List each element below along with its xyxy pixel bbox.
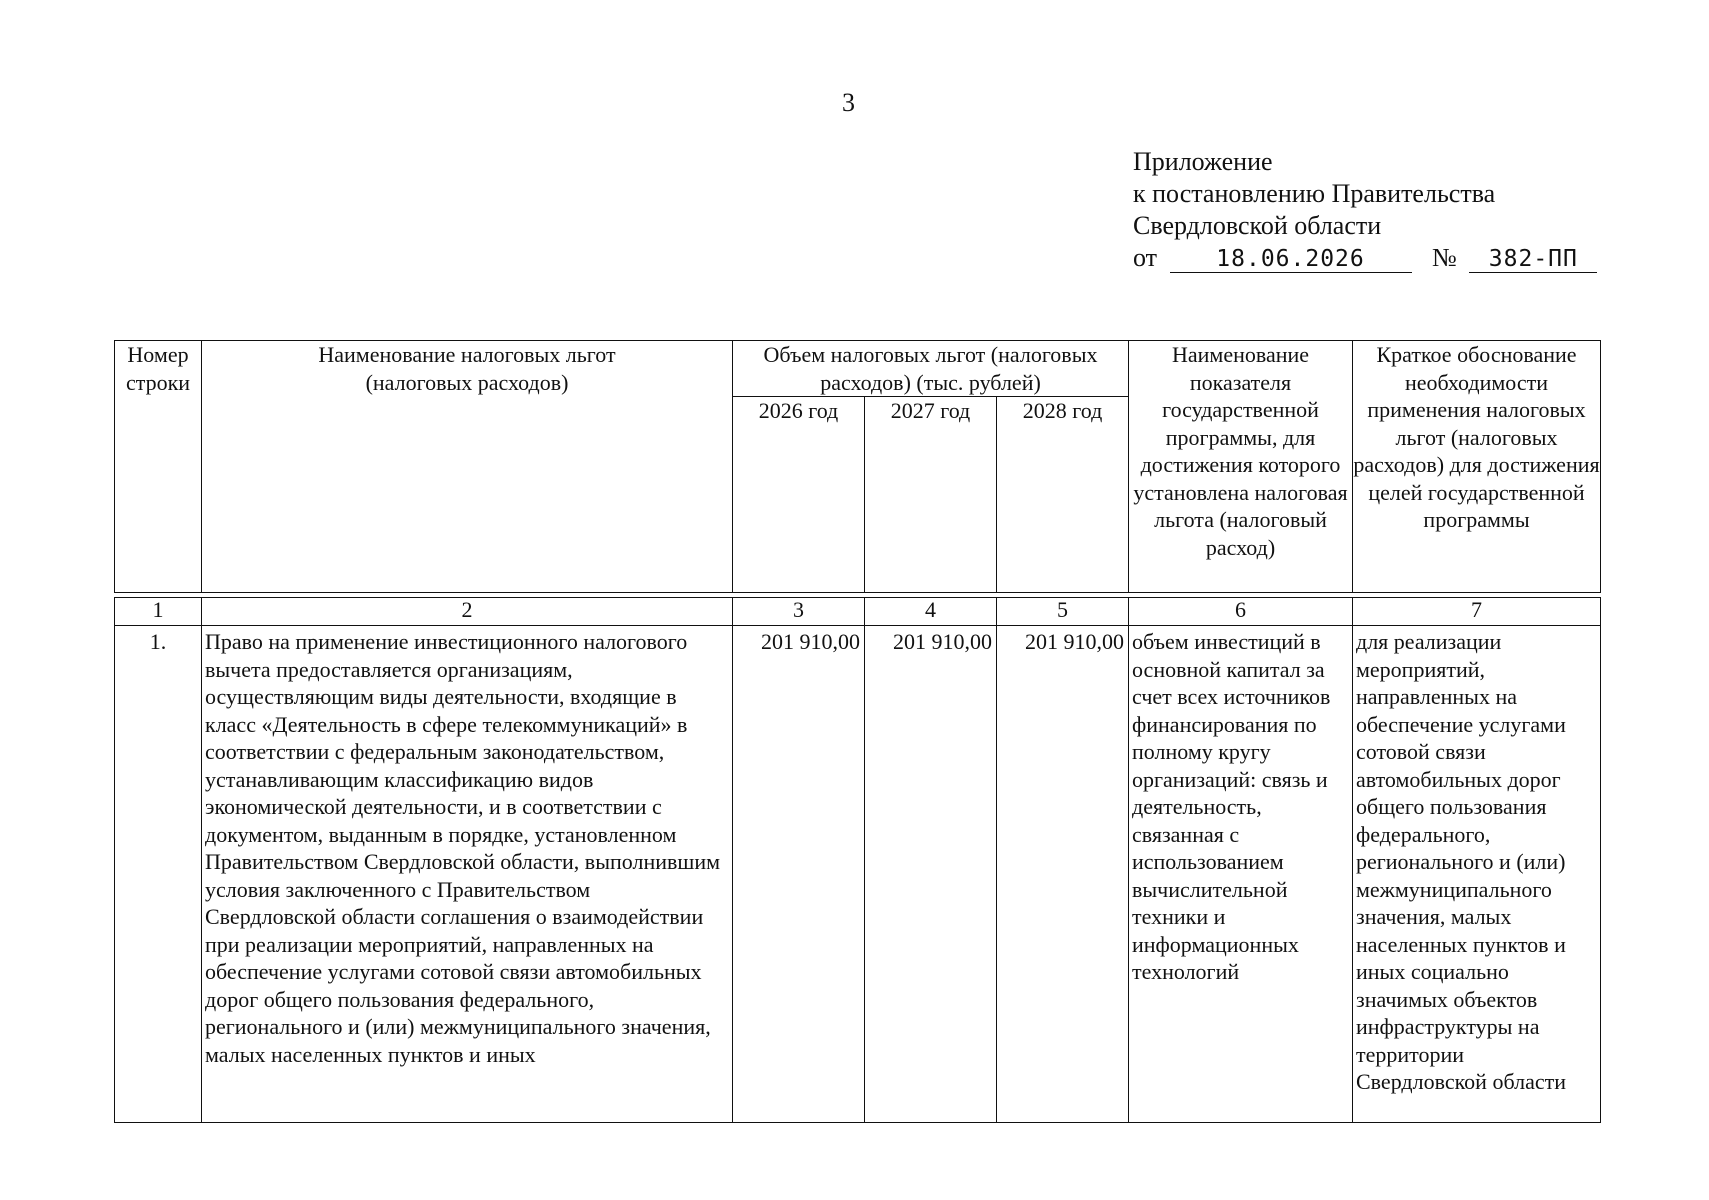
header-year-2028: 2028 год bbox=[997, 397, 1129, 593]
column-number: 4 bbox=[865, 598, 997, 626]
header-justification: Краткое обоснование необходимости применения налоговых льгот (налоговых расходов) для достижения целей государственной программы bbox=[1353, 341, 1601, 593]
table-header bbox=[114, 340, 1601, 593]
header-benefit-name: Наименование налоговых льгот (налоговых расходов) bbox=[202, 341, 733, 593]
row-number: 1. bbox=[115, 626, 202, 1123]
header-row-number: Номер строки bbox=[115, 341, 202, 593]
column-number: 3 bbox=[733, 598, 865, 626]
date-prefix: от bbox=[1133, 243, 1158, 272]
appendix-signature-line bbox=[1133, 242, 1597, 274]
column-numbers-row bbox=[115, 598, 1601, 626]
table-body bbox=[114, 597, 1601, 1123]
resolution-date: 18.06.2026 bbox=[1170, 246, 1412, 273]
appendix-line-2: к постановлению Правительства bbox=[1133, 179, 1496, 208]
page-number: 3 bbox=[842, 88, 855, 117]
header-year-2027: 2027 год bbox=[865, 397, 997, 593]
volume-2028: 201 910,00 bbox=[997, 626, 1129, 1123]
program-indicator: объем инвестиций в основной капитал за счет всех источников финансирования по полному кругу организаций: связь и деятельность, связанная с использованием вычислительной техники и информационных технологий bbox=[1129, 626, 1353, 1123]
benefit-name: Право на применение инвестиционного налогового вычета предоставляется организациям, осуществляющим виды деятельности, входящие в класс «Деятельность в сфере телекоммуникаций» в соответствии с федеральным законодательством, устанавливающим классификацию видов экономической деятельности, и в соответствии с документом, выданным в порядке, установленном Правительством Свердловской области, выполнившим условия заключенного с Правительством Свердловской области соглашения о взаимодействии при реализации мероприятий, направленных на обеспечение услугами сотовой связи автомобильных дорог общего пользования федерального, регионального и (или) межмуниципального значения, малых населенных пунктов и иных bbox=[202, 626, 733, 1123]
column-number: 6 bbox=[1129, 598, 1353, 626]
benefit-justification: для реализации мероприятий, направленных на обеспечение услугами сотовой связи автомобильных дорог общего пользования федерального, регионального и (или) межмуниципального значения, малых населенных пунктов и иных социально значимых объектов инфраструктуры на территории Свердловской области bbox=[1353, 626, 1601, 1123]
column-number: 7 bbox=[1353, 598, 1601, 626]
column-number: 2 bbox=[202, 598, 733, 626]
header-volume-group: Объем налоговых льгот (налоговых расходов) (тыс. рублей) bbox=[733, 341, 1129, 397]
appendix-line-3: Свердловской области bbox=[1133, 211, 1382, 240]
appendix-header bbox=[1133, 146, 1597, 274]
appendix-title: Приложение bbox=[1133, 147, 1273, 176]
resolution-number: 382-ПП bbox=[1469, 246, 1597, 273]
column-number: 5 bbox=[997, 598, 1129, 626]
header-indicator: Наименование показателя государственной программы, для достижения которого установлена налоговая льгота (налоговый расход) bbox=[1129, 341, 1353, 593]
table-row bbox=[115, 626, 1601, 1123]
column-number: 1 bbox=[115, 598, 202, 626]
header-year-2026: 2026 год bbox=[733, 397, 865, 593]
number-prefix: № bbox=[1432, 243, 1457, 272]
volume-2026: 201 910,00 bbox=[733, 626, 865, 1123]
volume-2027: 201 910,00 bbox=[865, 626, 997, 1123]
